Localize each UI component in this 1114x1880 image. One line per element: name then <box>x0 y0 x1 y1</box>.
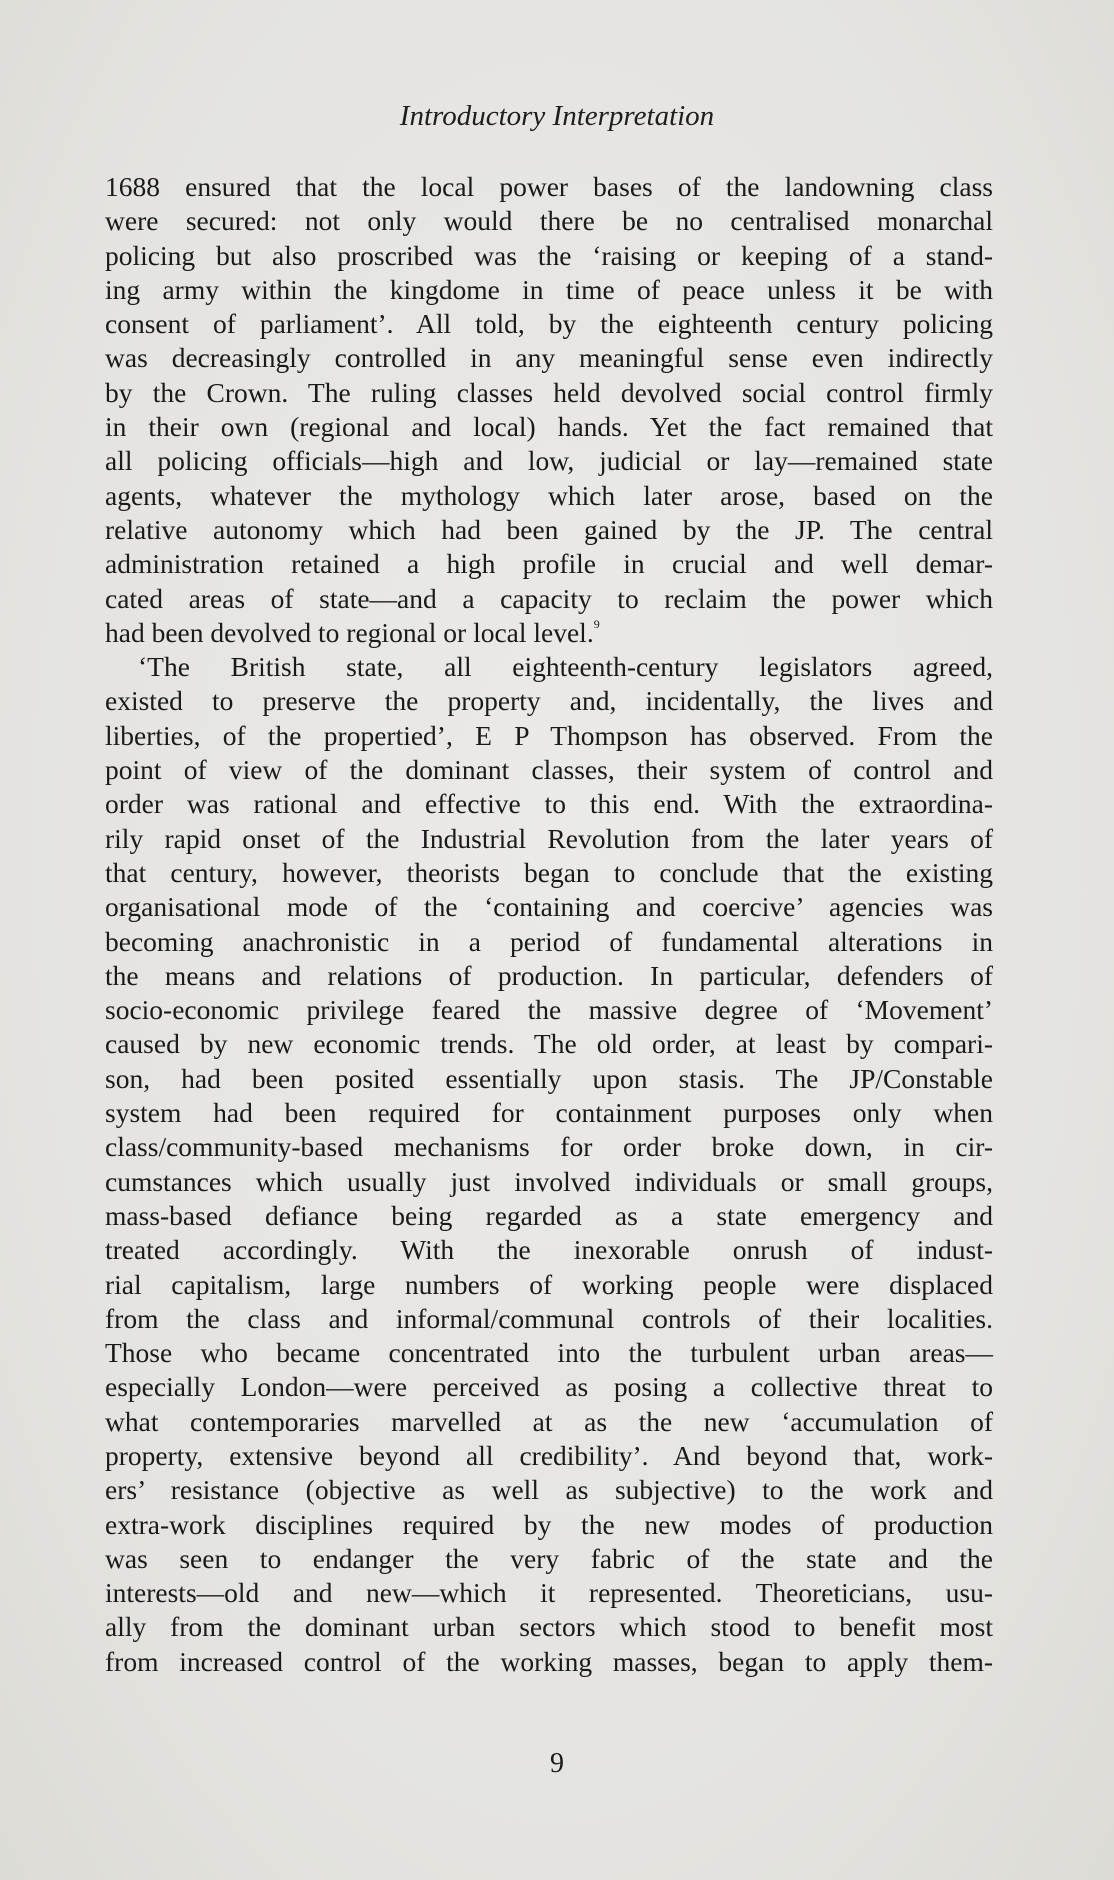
text-line: agents, whatever the mythology which later arose, based on the <box>105 479 993 511</box>
text-line: from increased control of the working masses, began to apply them- <box>105 1645 993 1677</box>
text-line: Those who became concentrated into the turbulent urban areas— <box>105 1337 993 1369</box>
text-line: all policing officials—high and low, judicial or lay—remained state <box>105 445 993 477</box>
text-line: that century, however, theorists began to conclude that the existing <box>105 856 993 888</box>
text-line: cated areas of state—and a capacity to reclaim the power which <box>105 582 993 614</box>
paragraph-2 <box>105 650 993 1679</box>
text-line: system had been required for containment purposes only when <box>105 1097 993 1129</box>
text-line: by the Crown. The ruling classes held devolved social control firmly <box>105 376 993 408</box>
text-line: mass-based defiance being regarded as a state emergency and <box>105 1199 993 1231</box>
text-line-last <box>105 616 993 650</box>
text-line: liberties, of the propertied’, E P Thompson has observed. From the <box>105 719 993 751</box>
running-header: Introductory Interpretation <box>399 100 715 132</box>
text-line: ‘The British state, all eighteenth-century legislators agreed, <box>138 651 993 683</box>
text-line: 1688 ensured that the local power bases of the landowning class <box>105 171 993 202</box>
text-line: rial capitalism, large numbers of working people were displaced <box>105 1268 993 1300</box>
text-line: consent of parliament’. All told, by the eighteenth century policing <box>105 308 993 340</box>
text-line: from the class and informal/communal controls of their localities. <box>105 1302 993 1334</box>
text-line-content: had been devolved to regional or local level. <box>105 616 594 648</box>
text-line: treated accordingly. With the inexorable onrush of indust- <box>105 1234 993 1266</box>
text-line: cumstances which usually just involved individuals or small groups, <box>105 1165 993 1197</box>
text-line: was seen to endanger the very fabric of the state and the <box>105 1542 993 1574</box>
text-line: policing but also proscribed was the ‘raising or keeping of a stand- <box>105 239 993 271</box>
text-line: especially London—were perceived as posing a collective threat to <box>105 1371 993 1403</box>
text-line: rily rapid onset of the Industrial Revolution from the later years of <box>105 822 993 854</box>
text-line: the means and relations of production. In particular, defenders of <box>105 959 993 991</box>
text-line: property, extensive beyond all credibility’. And beyond that, work- <box>105 1439 993 1471</box>
text-line: caused by new economic trends. The old order, at least by compari- <box>105 1028 993 1060</box>
text-line: class/community-based mechanisms for order broke down, in cir- <box>105 1131 993 1163</box>
footnote-ref[interactable]: 9 <box>593 616 600 631</box>
text-line: socio-economic privilege feared the massive degree of ‘Movement’ <box>105 994 993 1026</box>
text-line: was decreasingly controlled in any meaningful sense even indirectly <box>105 342 993 374</box>
text-line: organisational mode of the ‘containing and coercive’ agencies was <box>105 891 993 923</box>
text-line: extra-work disciplines required by the new modes of production <box>105 1508 993 1540</box>
text-line: point of view of the dominant classes, their system of control and <box>105 754 993 786</box>
text-line: ing army within the kingdome in time of peace unless it be with <box>105 273 993 305</box>
page-number: 9 <box>550 1748 564 1779</box>
text-line: administration retained a high profile in crucial and well demar- <box>105 548 993 580</box>
text-line: interests—old and new—which it represented. Theoreticians, usu- <box>105 1577 993 1609</box>
body-text <box>105 170 993 1679</box>
text-line: ers’ resistance (objective as well as subjective) to the work and <box>105 1474 993 1506</box>
text-line: what contemporaries marvelled at as the new ‘accumulation of <box>105 1405 993 1437</box>
text-line: order was rational and effective to this end. With the extraordina- <box>105 788 993 820</box>
text-line: existed to preserve the property and, incidentally, the lives and <box>105 685 993 717</box>
text-line: in their own (regional and local) hands. Yet the fact remained that <box>105 411 993 443</box>
text-line: becoming anachronistic in a period of fundamental alterations in <box>105 925 993 957</box>
paragraph-1 <box>105 170 993 650</box>
text-line: son, had been posited essentially upon stasis. The JP/Constable <box>105 1062 993 1094</box>
text-line: relative autonomy which had been gained by the JP. The central <box>105 513 993 545</box>
text-line: were secured: not only would there be no centralised monarchal <box>105 205 993 237</box>
text-line: ally from the dominant urban sectors which stood to benefit most <box>105 1611 993 1643</box>
